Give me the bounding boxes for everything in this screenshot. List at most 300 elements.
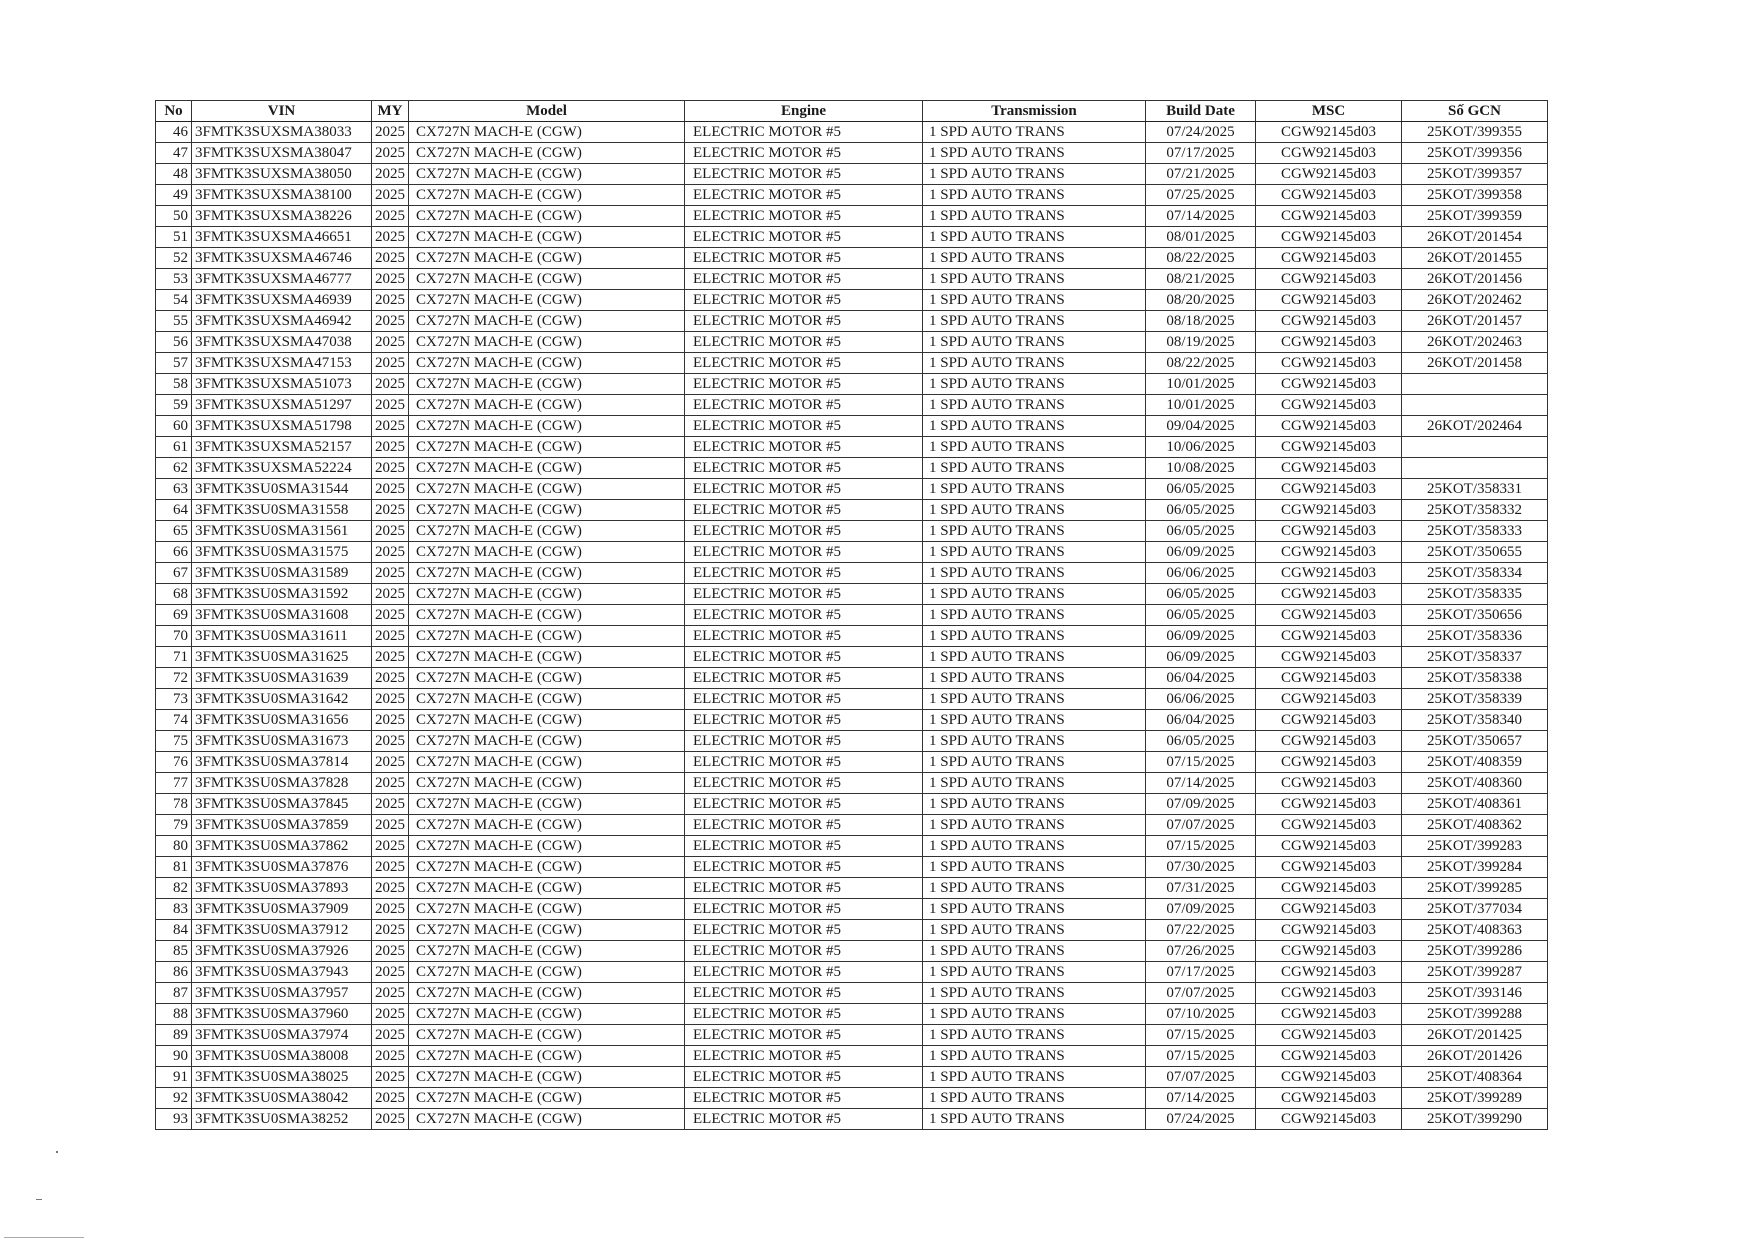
cell-vin: 3FMTK3SU0SMA31592 [192, 584, 372, 605]
cell-transmission: 1 SPD AUTO TRANS [923, 416, 1146, 437]
cell-model: CX727N MACH-E (CGW) [409, 773, 685, 794]
cell-vin: 3FMTK3SU0SMA37876 [192, 857, 372, 878]
cell-no: 68 [156, 584, 192, 605]
cell-build-date: 06/05/2025 [1146, 500, 1256, 521]
cell-engine: ELECTRIC MOTOR #5 [685, 731, 923, 752]
cell-no: 53 [156, 269, 192, 290]
cell-engine: ELECTRIC MOTOR #5 [685, 710, 923, 731]
cell-engine: ELECTRIC MOTOR #5 [685, 248, 923, 269]
cell-no: 58 [156, 374, 192, 395]
cell-transmission: 1 SPD AUTO TRANS [923, 584, 1146, 605]
cell-no: 63 [156, 479, 192, 500]
cell-my: 2025 [372, 227, 409, 248]
cell-no: 46 [156, 122, 192, 143]
cell-build-date: 07/14/2025 [1146, 773, 1256, 794]
cell-engine: ELECTRIC MOTOR #5 [685, 584, 923, 605]
cell-engine: ELECTRIC MOTOR #5 [685, 1004, 923, 1025]
cell-gcn: 25KOT/358336 [1402, 626, 1548, 647]
cell-model: CX727N MACH-E (CGW) [409, 1067, 685, 1088]
cell-vin: 3FMTK3SUXSMA47153 [192, 353, 372, 374]
cell-engine: ELECTRIC MOTOR #5 [685, 794, 923, 815]
table-row [156, 857, 1548, 878]
table-row [156, 290, 1548, 311]
cell-no: 59 [156, 395, 192, 416]
cell-my: 2025 [372, 269, 409, 290]
cell-my: 2025 [372, 479, 409, 500]
cell-engine: ELECTRIC MOTOR #5 [685, 647, 923, 668]
cell-no: 57 [156, 353, 192, 374]
cell-gcn: 25KOT/408362 [1402, 815, 1548, 836]
cell-transmission: 1 SPD AUTO TRANS [923, 374, 1146, 395]
cell-no: 77 [156, 773, 192, 794]
cell-vin: 3FMTK3SUXSMA46942 [192, 311, 372, 332]
table-row [156, 605, 1548, 626]
cell-vin: 3FMTK3SU0SMA37845 [192, 794, 372, 815]
cell-transmission: 1 SPD AUTO TRANS [923, 206, 1146, 227]
cell-vin: 3FMTK3SUXSMA52224 [192, 458, 372, 479]
cell-my: 2025 [372, 899, 409, 920]
cell-gcn: 25KOT/399289 [1402, 1088, 1548, 1109]
cell-no: 93 [156, 1109, 192, 1130]
cell-vin: 3FMTK3SUXSMA38226 [192, 206, 372, 227]
cell-msc: CGW92145d03 [1256, 962, 1402, 983]
table-row [156, 710, 1548, 731]
cell-transmission: 1 SPD AUTO TRANS [923, 941, 1146, 962]
cell-engine: ELECTRIC MOTOR #5 [685, 122, 923, 143]
vehicle-table [155, 100, 1548, 1130]
table-row [156, 794, 1548, 815]
cell-build-date: 06/06/2025 [1146, 563, 1256, 584]
cell-build-date: 10/08/2025 [1146, 458, 1256, 479]
cell-msc: CGW92145d03 [1256, 1067, 1402, 1088]
cell-transmission: 1 SPD AUTO TRANS [923, 1025, 1146, 1046]
cell-model: CX727N MACH-E (CGW) [409, 1046, 685, 1067]
cell-model: CX727N MACH-E (CGW) [409, 311, 685, 332]
table-row [156, 731, 1548, 752]
cell-gcn: 25KOT/358335 [1402, 584, 1548, 605]
scan-speck [4, 1237, 84, 1238]
cell-vin: 3FMTK3SU0SMA31575 [192, 542, 372, 563]
table-row [156, 122, 1548, 143]
cell-msc: CGW92145d03 [1256, 206, 1402, 227]
cell-msc: CGW92145d03 [1256, 542, 1402, 563]
cell-transmission: 1 SPD AUTO TRANS [923, 1067, 1146, 1088]
table-row [156, 752, 1548, 773]
cell-engine: ELECTRIC MOTOR #5 [685, 374, 923, 395]
cell-engine: ELECTRIC MOTOR #5 [685, 395, 923, 416]
cell-engine: ELECTRIC MOTOR #5 [685, 500, 923, 521]
cell-gcn [1402, 395, 1548, 416]
cell-transmission: 1 SPD AUTO TRANS [923, 122, 1146, 143]
header-vin: VIN [192, 101, 372, 122]
cell-engine: ELECTRIC MOTOR #5 [685, 752, 923, 773]
table-row [156, 374, 1548, 395]
table-row [156, 227, 1548, 248]
cell-engine: ELECTRIC MOTOR #5 [685, 773, 923, 794]
cell-gcn: 26KOT/201426 [1402, 1046, 1548, 1067]
table-row [156, 164, 1548, 185]
cell-engine: ELECTRIC MOTOR #5 [685, 878, 923, 899]
cell-model: CX727N MACH-E (CGW) [409, 899, 685, 920]
header-engine: Engine [685, 101, 923, 122]
cell-build-date: 07/21/2025 [1146, 164, 1256, 185]
cell-my: 2025 [372, 248, 409, 269]
cell-no: 79 [156, 815, 192, 836]
cell-vin: 3FMTK3SUXSMA51798 [192, 416, 372, 437]
cell-gcn: 25KOT/399285 [1402, 878, 1548, 899]
cell-build-date: 08/21/2025 [1146, 269, 1256, 290]
table-row [156, 626, 1548, 647]
cell-vin: 3FMTK3SU0SMA31639 [192, 668, 372, 689]
cell-no: 61 [156, 437, 192, 458]
cell-msc: CGW92145d03 [1256, 815, 1402, 836]
cell-my: 2025 [372, 542, 409, 563]
cell-gcn [1402, 374, 1548, 395]
cell-build-date: 06/06/2025 [1146, 689, 1256, 710]
cell-my: 2025 [372, 500, 409, 521]
cell-model: CX727N MACH-E (CGW) [409, 710, 685, 731]
cell-gcn: 25KOT/377034 [1402, 899, 1548, 920]
cell-vin: 3FMTK3SUXSMA38033 [192, 122, 372, 143]
cell-build-date: 07/14/2025 [1146, 206, 1256, 227]
table-row [156, 416, 1548, 437]
cell-my: 2025 [372, 143, 409, 164]
cell-vin: 3FMTK3SU0SMA31656 [192, 710, 372, 731]
cell-transmission: 1 SPD AUTO TRANS [923, 752, 1146, 773]
cell-msc: CGW92145d03 [1256, 122, 1402, 143]
cell-msc: CGW92145d03 [1256, 647, 1402, 668]
cell-model: CX727N MACH-E (CGW) [409, 227, 685, 248]
cell-gcn: 25KOT/350657 [1402, 731, 1548, 752]
cell-vin: 3FMTK3SU0SMA31544 [192, 479, 372, 500]
cell-transmission: 1 SPD AUTO TRANS [923, 773, 1146, 794]
table-row [156, 353, 1548, 374]
cell-build-date: 07/24/2025 [1146, 122, 1256, 143]
cell-transmission: 1 SPD AUTO TRANS [923, 143, 1146, 164]
cell-model: CX727N MACH-E (CGW) [409, 668, 685, 689]
cell-msc: CGW92145d03 [1256, 185, 1402, 206]
cell-vin: 3FMTK3SU0SMA37893 [192, 878, 372, 899]
cell-msc: CGW92145d03 [1256, 479, 1402, 500]
cell-no: 87 [156, 983, 192, 1004]
cell-build-date: 06/04/2025 [1146, 710, 1256, 731]
cell-transmission: 1 SPD AUTO TRANS [923, 878, 1146, 899]
cell-no: 65 [156, 521, 192, 542]
cell-engine: ELECTRIC MOTOR #5 [685, 332, 923, 353]
cell-build-date: 10/01/2025 [1146, 395, 1256, 416]
cell-model: CX727N MACH-E (CGW) [409, 584, 685, 605]
cell-transmission: 1 SPD AUTO TRANS [923, 563, 1146, 584]
cell-vin: 3FMTK3SUXSMA51073 [192, 374, 372, 395]
cell-build-date: 06/09/2025 [1146, 626, 1256, 647]
cell-build-date: 07/15/2025 [1146, 836, 1256, 857]
table-row [156, 962, 1548, 983]
cell-my: 2025 [372, 122, 409, 143]
cell-vin: 3FMTK3SUXSMA38047 [192, 143, 372, 164]
cell-build-date: 07/31/2025 [1146, 878, 1256, 899]
cell-msc: CGW92145d03 [1256, 164, 1402, 185]
header-model: Model [409, 101, 685, 122]
cell-my: 2025 [372, 857, 409, 878]
cell-transmission: 1 SPD AUTO TRANS [923, 521, 1146, 542]
cell-msc: CGW92145d03 [1256, 626, 1402, 647]
cell-vin: 3FMTK3SUXSMA38050 [192, 164, 372, 185]
cell-vin: 3FMTK3SU0SMA31642 [192, 689, 372, 710]
cell-model: CX727N MACH-E (CGW) [409, 122, 685, 143]
cell-transmission: 1 SPD AUTO TRANS [923, 332, 1146, 353]
cell-msc: CGW92145d03 [1256, 794, 1402, 815]
cell-msc: CGW92145d03 [1256, 983, 1402, 1004]
cell-msc: CGW92145d03 [1256, 500, 1402, 521]
cell-build-date: 08/20/2025 [1146, 290, 1256, 311]
cell-my: 2025 [372, 416, 409, 437]
cell-gcn: 26KOT/201457 [1402, 311, 1548, 332]
cell-model: CX727N MACH-E (CGW) [409, 416, 685, 437]
cell-my: 2025 [372, 878, 409, 899]
header-build-date: Build Date [1146, 101, 1256, 122]
cell-build-date: 07/24/2025 [1146, 1109, 1256, 1130]
cell-my: 2025 [372, 374, 409, 395]
cell-msc: CGW92145d03 [1256, 1088, 1402, 1109]
cell-build-date: 07/17/2025 [1146, 962, 1256, 983]
cell-my: 2025 [372, 731, 409, 752]
table-body [156, 122, 1548, 1130]
cell-no: 81 [156, 857, 192, 878]
cell-model: CX727N MACH-E (CGW) [409, 731, 685, 752]
cell-model: CX727N MACH-E (CGW) [409, 1004, 685, 1025]
cell-model: CX727N MACH-E (CGW) [409, 836, 685, 857]
cell-no: 54 [156, 290, 192, 311]
cell-gcn: 25KOT/408363 [1402, 920, 1548, 941]
cell-msc: CGW92145d03 [1256, 521, 1402, 542]
cell-engine: ELECTRIC MOTOR #5 [685, 941, 923, 962]
cell-model: CX727N MACH-E (CGW) [409, 542, 685, 563]
cell-transmission: 1 SPD AUTO TRANS [923, 500, 1146, 521]
table-row [156, 500, 1548, 521]
cell-model: CX727N MACH-E (CGW) [409, 878, 685, 899]
cell-build-date: 07/17/2025 [1146, 143, 1256, 164]
cell-msc: CGW92145d03 [1256, 689, 1402, 710]
cell-msc: CGW92145d03 [1256, 353, 1402, 374]
cell-engine: ELECTRIC MOTOR #5 [685, 521, 923, 542]
cell-model: CX727N MACH-E (CGW) [409, 815, 685, 836]
cell-vin: 3FMTK3SUXSMA47038 [192, 332, 372, 353]
cell-msc: CGW92145d03 [1256, 332, 1402, 353]
cell-build-date: 07/15/2025 [1146, 1025, 1256, 1046]
cell-engine: ELECTRIC MOTOR #5 [685, 1025, 923, 1046]
cell-msc: CGW92145d03 [1256, 731, 1402, 752]
table-row [156, 563, 1548, 584]
cell-build-date: 07/09/2025 [1146, 899, 1256, 920]
cell-engine: ELECTRIC MOTOR #5 [685, 542, 923, 563]
cell-my: 2025 [372, 647, 409, 668]
cell-my: 2025 [372, 836, 409, 857]
table-row [156, 941, 1548, 962]
cell-my: 2025 [372, 458, 409, 479]
cell-vin: 3FMTK3SU0SMA31673 [192, 731, 372, 752]
cell-msc: CGW92145d03 [1256, 899, 1402, 920]
cell-engine: ELECTRIC MOTOR #5 [685, 290, 923, 311]
cell-transmission: 1 SPD AUTO TRANS [923, 836, 1146, 857]
cell-msc: CGW92145d03 [1256, 920, 1402, 941]
cell-no: 67 [156, 563, 192, 584]
cell-msc: CGW92145d03 [1256, 1109, 1402, 1130]
cell-vin: 3FMTK3SU0SMA37909 [192, 899, 372, 920]
cell-my: 2025 [372, 1088, 409, 1109]
cell-gcn: 26KOT/202462 [1402, 290, 1548, 311]
cell-model: CX727N MACH-E (CGW) [409, 290, 685, 311]
cell-model: CX727N MACH-E (CGW) [409, 605, 685, 626]
cell-build-date: 10/01/2025 [1146, 374, 1256, 395]
cell-transmission: 1 SPD AUTO TRANS [923, 857, 1146, 878]
cell-gcn [1402, 458, 1548, 479]
cell-build-date: 06/05/2025 [1146, 605, 1256, 626]
cell-vin: 3FMTK3SUXSMA38100 [192, 185, 372, 206]
cell-transmission: 1 SPD AUTO TRANS [923, 227, 1146, 248]
cell-vin: 3FMTK3SU0SMA31611 [192, 626, 372, 647]
cell-transmission: 1 SPD AUTO TRANS [923, 395, 1146, 416]
cell-build-date: 10/06/2025 [1146, 437, 1256, 458]
cell-build-date: 06/04/2025 [1146, 668, 1256, 689]
cell-vin: 3FMTK3SU0SMA38252 [192, 1109, 372, 1130]
cell-vin: 3FMTK3SU0SMA31608 [192, 605, 372, 626]
cell-no: 51 [156, 227, 192, 248]
cell-engine: ELECTRIC MOTOR #5 [685, 269, 923, 290]
cell-no: 70 [156, 626, 192, 647]
cell-build-date: 09/04/2025 [1146, 416, 1256, 437]
cell-my: 2025 [372, 794, 409, 815]
table-row [156, 1088, 1548, 1109]
cell-my: 2025 [372, 521, 409, 542]
cell-engine: ELECTRIC MOTOR #5 [685, 1109, 923, 1130]
cell-transmission: 1 SPD AUTO TRANS [923, 479, 1146, 500]
cell-transmission: 1 SPD AUTO TRANS [923, 1004, 1146, 1025]
cell-build-date: 06/05/2025 [1146, 731, 1256, 752]
cell-my: 2025 [372, 395, 409, 416]
cell-gcn: 25KOT/350655 [1402, 542, 1548, 563]
cell-transmission: 1 SPD AUTO TRANS [923, 899, 1146, 920]
cell-my: 2025 [372, 563, 409, 584]
cell-engine: ELECTRIC MOTOR #5 [685, 479, 923, 500]
cell-no: 55 [156, 311, 192, 332]
cell-engine: ELECTRIC MOTOR #5 [685, 1067, 923, 1088]
cell-gcn: 26KOT/201454 [1402, 227, 1548, 248]
table-row [156, 1004, 1548, 1025]
cell-vin: 3FMTK3SUXSMA46939 [192, 290, 372, 311]
cell-model: CX727N MACH-E (CGW) [409, 647, 685, 668]
header-msc: MSC [1256, 101, 1402, 122]
cell-vin: 3FMTK3SU0SMA37828 [192, 773, 372, 794]
cell-no: 69 [156, 605, 192, 626]
table-row [156, 983, 1548, 1004]
cell-gcn: 26KOT/201425 [1402, 1025, 1548, 1046]
cell-gcn: 25KOT/399290 [1402, 1109, 1548, 1130]
cell-transmission: 1 SPD AUTO TRANS [923, 731, 1146, 752]
header-gcn: Số GCN [1402, 101, 1548, 122]
cell-model: CX727N MACH-E (CGW) [409, 332, 685, 353]
cell-vin: 3FMTK3SU0SMA37957 [192, 983, 372, 1004]
cell-model: CX727N MACH-E (CGW) [409, 248, 685, 269]
header-my: MY [372, 101, 409, 122]
cell-engine: ELECTRIC MOTOR #5 [685, 458, 923, 479]
table-row [156, 458, 1548, 479]
cell-vin: 3FMTK3SUXSMA52157 [192, 437, 372, 458]
cell-msc: CGW92145d03 [1256, 563, 1402, 584]
cell-build-date: 07/07/2025 [1146, 815, 1256, 836]
cell-transmission: 1 SPD AUTO TRANS [923, 710, 1146, 731]
table-row [156, 542, 1548, 563]
table-row [156, 836, 1548, 857]
cell-transmission: 1 SPD AUTO TRANS [923, 248, 1146, 269]
cell-gcn: 25KOT/358334 [1402, 563, 1548, 584]
cell-vin: 3FMTK3SU0SMA37926 [192, 941, 372, 962]
cell-no: 86 [156, 962, 192, 983]
cell-my: 2025 [372, 773, 409, 794]
cell-vin: 3FMTK3SU0SMA31589 [192, 563, 372, 584]
cell-msc: CGW92145d03 [1256, 437, 1402, 458]
table-row [156, 269, 1548, 290]
cell-no: 89 [156, 1025, 192, 1046]
cell-transmission: 1 SPD AUTO TRANS [923, 794, 1146, 815]
cell-no: 72 [156, 668, 192, 689]
cell-gcn: 25KOT/399355 [1402, 122, 1548, 143]
cell-my: 2025 [372, 1067, 409, 1088]
cell-vin: 3FMTK3SUXSMA46651 [192, 227, 372, 248]
cell-no: 90 [156, 1046, 192, 1067]
cell-vin: 3FMTK3SUXSMA46746 [192, 248, 372, 269]
cell-my: 2025 [372, 1046, 409, 1067]
cell-no: 80 [156, 836, 192, 857]
cell-msc: CGW92145d03 [1256, 878, 1402, 899]
cell-gcn: 25KOT/408359 [1402, 752, 1548, 773]
cell-no: 76 [156, 752, 192, 773]
header-row [156, 101, 1548, 122]
cell-vin: 3FMTK3SU0SMA37912 [192, 920, 372, 941]
cell-msc: CGW92145d03 [1256, 773, 1402, 794]
cell-model: CX727N MACH-E (CGW) [409, 479, 685, 500]
cell-engine: ELECTRIC MOTOR #5 [685, 983, 923, 1004]
cell-engine: ELECTRIC MOTOR #5 [685, 563, 923, 584]
cell-model: CX727N MACH-E (CGW) [409, 458, 685, 479]
cell-engine: ELECTRIC MOTOR #5 [685, 836, 923, 857]
cell-gcn: 25KOT/399356 [1402, 143, 1548, 164]
cell-no: 47 [156, 143, 192, 164]
cell-build-date: 07/15/2025 [1146, 752, 1256, 773]
cell-gcn: 26KOT/201455 [1402, 248, 1548, 269]
cell-msc: CGW92145d03 [1256, 227, 1402, 248]
cell-msc: CGW92145d03 [1256, 710, 1402, 731]
table-row [156, 479, 1548, 500]
cell-my: 2025 [372, 1109, 409, 1130]
cell-build-date: 06/05/2025 [1146, 479, 1256, 500]
cell-engine: ELECTRIC MOTOR #5 [685, 815, 923, 836]
cell-gcn: 25KOT/358338 [1402, 668, 1548, 689]
cell-transmission: 1 SPD AUTO TRANS [923, 689, 1146, 710]
cell-build-date: 08/01/2025 [1146, 227, 1256, 248]
cell-gcn: 25KOT/399284 [1402, 857, 1548, 878]
cell-my: 2025 [372, 920, 409, 941]
cell-engine: ELECTRIC MOTOR #5 [685, 605, 923, 626]
table-row [156, 689, 1548, 710]
cell-transmission: 1 SPD AUTO TRANS [923, 962, 1146, 983]
cell-my: 2025 [372, 668, 409, 689]
cell-engine: ELECTRIC MOTOR #5 [685, 1046, 923, 1067]
cell-model: CX727N MACH-E (CGW) [409, 689, 685, 710]
cell-transmission: 1 SPD AUTO TRANS [923, 1046, 1146, 1067]
cell-model: CX727N MACH-E (CGW) [409, 920, 685, 941]
cell-model: CX727N MACH-E (CGW) [409, 521, 685, 542]
table-row [156, 1025, 1548, 1046]
